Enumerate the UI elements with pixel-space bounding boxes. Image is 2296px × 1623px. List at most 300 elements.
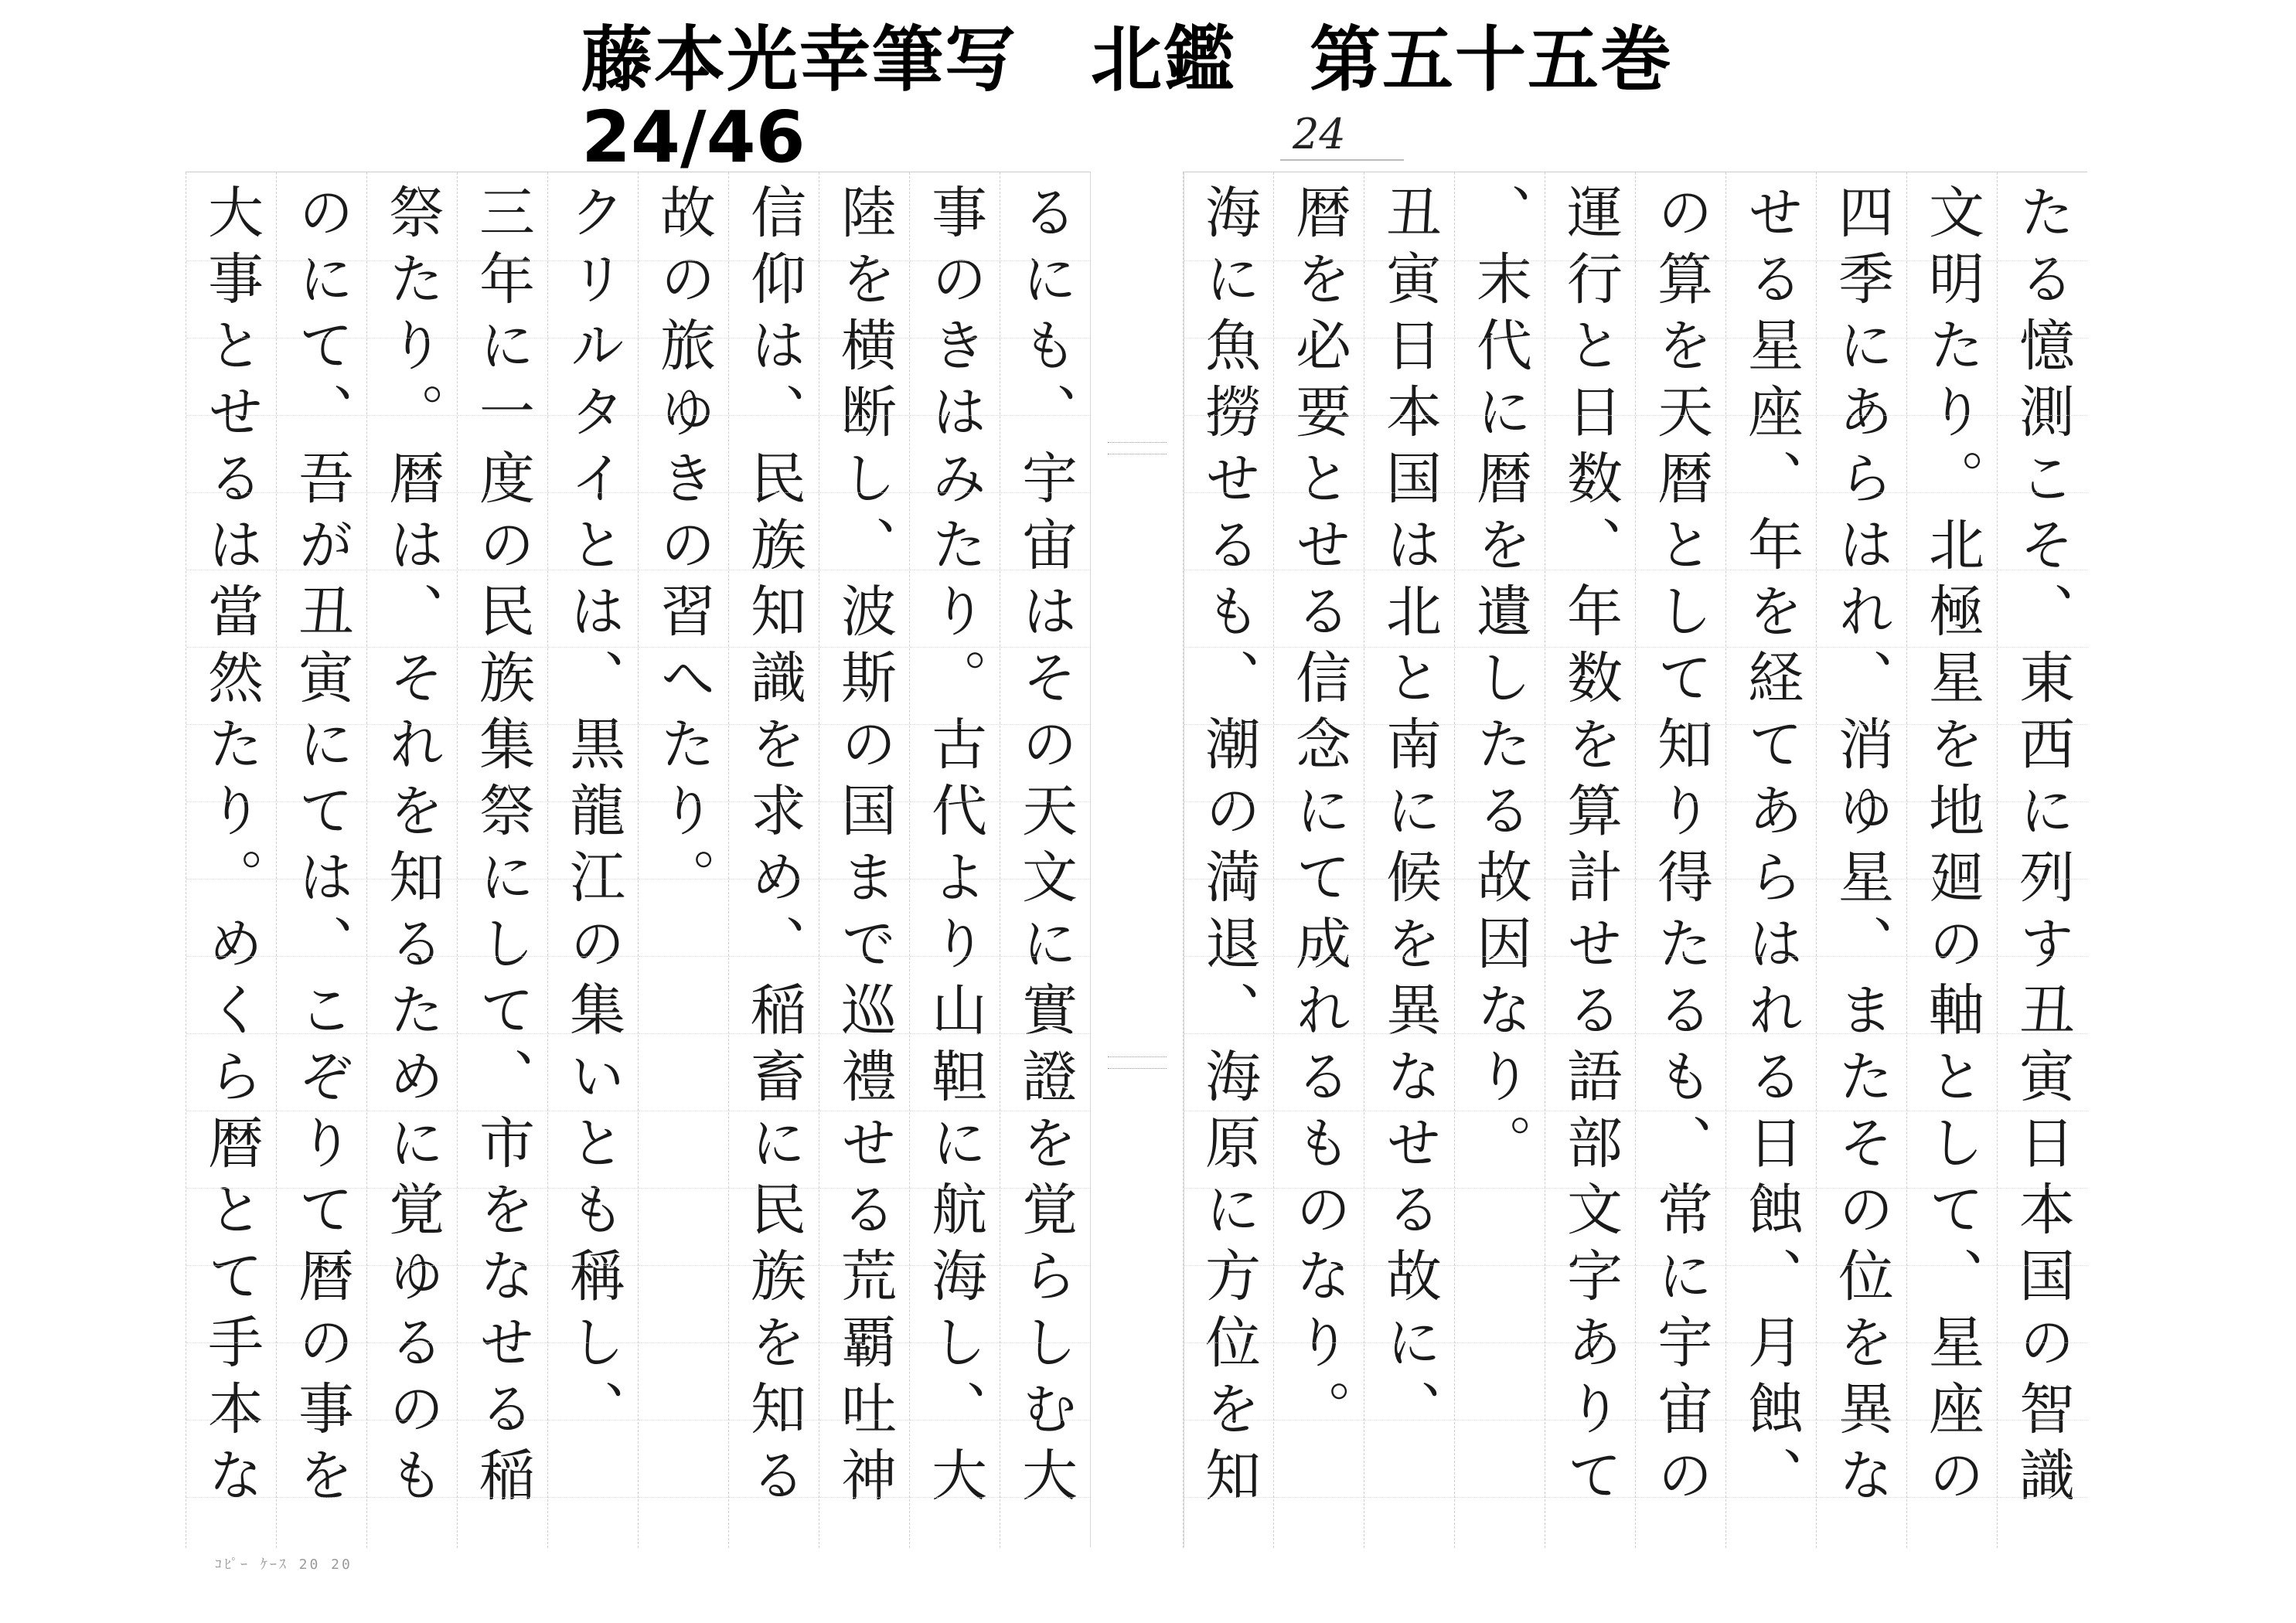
cell-rule [1998,801,2087,802]
cell-rule [1636,1265,1725,1266]
cell-rule [1274,647,1364,648]
cell-rule [1274,1188,1364,1189]
cell-rule [1274,1033,1364,1034]
cell-rule [1726,724,1816,725]
cell-rule [1817,879,1906,880]
cell-rule [277,492,366,493]
cell-rule [910,1188,1000,1189]
cell-rule [1545,724,1635,725]
cell-rule [1998,492,2087,493]
cell-rule [1817,1420,1906,1421]
cell-rule [1636,1033,1725,1034]
cell-rule [1184,415,1273,416]
cell-rule [729,1188,819,1189]
cell-rule [548,1342,638,1343]
cell-rule [1907,956,1997,957]
title-volume: 第五十五巻 [1310,19,1674,101]
cell-rule [186,1497,276,1498]
cell-rule [186,647,276,648]
cell-rule [1998,724,2087,725]
cell-rule [1184,724,1273,725]
cell-rule [1545,879,1635,880]
cell-rule [458,1188,547,1189]
cell-rule [729,338,819,339]
cell-rule [1545,1342,1635,1343]
cell-rule [910,1342,1000,1343]
cell-rule [639,1033,728,1034]
cell-rule [548,647,638,648]
manuscript-column [186,172,276,1548]
cell-rule [1998,260,2087,261]
manuscript-column [457,172,547,1548]
cell-rule [639,260,728,261]
page-number-underline [1280,159,1404,161]
cell-rule [367,879,457,880]
cell-rule [1636,338,1725,339]
cell-rule [729,1420,819,1421]
manuscript-column [1364,172,1454,1548]
cell-rule [1000,492,1090,493]
cell-rule [1455,956,1545,957]
cell-rule [277,879,366,880]
cell-rule [186,1033,276,1034]
cell-rule [819,724,909,725]
cell-rule [819,1188,909,1189]
cell-rule [1000,879,1090,880]
cell-rule [1726,415,1816,416]
cell-rule [1817,647,1906,648]
cell-rule [1000,1265,1090,1266]
cell-rule [1998,1265,2087,1266]
cell-rule [1998,1497,2087,1498]
cell-rule [1907,1188,1997,1189]
cell-rule [186,338,276,339]
cell-rule [1545,956,1635,957]
cell-rule [1817,415,1906,416]
cell-rule [910,1420,1000,1421]
manuscript-column [909,172,1000,1548]
cell-rule [729,1033,819,1034]
title-copyist: 藤本光幸筆写 [581,19,1018,101]
cell-rule [819,879,909,880]
cell-rule [1274,1265,1364,1266]
cell-rule [1545,1265,1635,1266]
cell-rule [729,879,819,880]
cell-rule [1364,1265,1454,1266]
cell-rule [1726,879,1816,880]
document-title [581,19,1674,101]
column-text: 祭たり。暦は、それを知るために覚ゆるのも [380,183,445,1512]
cell-rule [1907,1342,1997,1343]
cell-rule [1184,1265,1273,1266]
cell-rule [1000,338,1090,339]
cell-rule [1455,1342,1545,1343]
cell-rule [1907,492,1997,493]
cell-rule [1455,1033,1545,1034]
cell-rule [1184,647,1273,648]
cell-rule [1184,1497,1273,1498]
cell-rule [186,492,276,493]
binding-gutter [1090,172,1184,1547]
cell-rule [367,647,457,648]
cell-rule [548,338,638,339]
cell-rule [910,338,1000,339]
cell-rule [548,1188,638,1189]
cell-rule [458,879,547,880]
cell-rule [729,1342,819,1343]
page-counter: 24/46 [581,96,806,179]
cell-rule [1000,415,1090,416]
cell-rule [1636,647,1725,648]
cell-rule [639,338,728,339]
cell-rule [186,1342,276,1343]
column-text: 事のきはみたり。古代より山靼に航海し、大 [922,183,987,1512]
cell-rule [367,724,457,725]
cell-rule [819,1342,909,1343]
cell-rule [1817,1342,1906,1343]
cell-rule [819,1420,909,1421]
cell-rule [1636,1497,1725,1498]
cell-rule [458,1265,547,1266]
cell-rule [1726,956,1816,957]
cell-rule [1455,647,1545,648]
cell-rule [910,1033,1000,1034]
cell-rule [1184,1188,1273,1189]
cell-rule [1274,492,1364,493]
cell-rule [910,956,1000,957]
cell-rule [1000,260,1090,261]
column-text: 丑寅日本国は北と南に候を異なせる故に、 [1377,183,1442,1446]
manuscript-column [728,172,819,1548]
cell-rule [367,956,457,957]
manuscript-column [1273,172,1364,1548]
cell-rule [1817,1497,1906,1498]
column-text: るにも、宇宙はその天文に實證を覚らしむ大 [1013,183,1078,1512]
cell-rule [186,879,276,880]
cell-rule [1455,1497,1545,1498]
cell-rule [548,1265,638,1266]
cell-rule [1817,260,1906,261]
cell-rule [1364,956,1454,957]
cell-rule [1817,724,1906,725]
cell-rule [1726,1188,1816,1189]
cell-rule [186,1265,276,1266]
cell-rule [367,1188,457,1189]
cell-rule [1364,260,1454,261]
cell-rule [1636,1188,1725,1189]
column-text: 運行と日数、年数を算計せる語部文字ありて [1558,183,1623,1512]
manuscript-column [1906,172,1997,1548]
cell-rule [548,1420,638,1421]
cell-rule [277,1033,366,1034]
column-text: のにて、吾が丑寅にては、こぞりて暦の事を [289,183,354,1512]
manuscript-column [366,172,457,1548]
column-text: 文明たり。北極星を地廻の軸として、星座の [1920,183,1984,1512]
cell-rule [1184,1342,1273,1343]
cell-rule [1274,260,1364,261]
manuscript-column [1454,172,1545,1548]
column-text: 大事とせるは當然たり。めくら暦とて手本な [199,183,264,1512]
cell-rule [1274,879,1364,880]
cell-rule [1184,801,1273,802]
cell-rule [1726,1033,1816,1034]
cell-rule [1907,338,1997,339]
cell-rule [458,415,547,416]
cell-rule [1184,1033,1273,1034]
column-text: 四季にあらはれ、消ゆ星、またその位を異な [1829,183,1894,1512]
cell-rule [186,1420,276,1421]
cell-rule [458,1342,547,1343]
cell-rule [1817,956,1906,957]
cell-rule [910,724,1000,725]
column-text: 暦を必要とせる信念にて成れるものなり。 [1286,183,1351,1446]
cell-rule [1636,1420,1725,1421]
cell-rule [277,260,366,261]
cell-rule [1364,1188,1454,1189]
cell-rule [1998,956,2087,957]
cell-rule [1998,1033,2087,1034]
cell-rule [1455,1265,1545,1266]
manuscript-sheet [186,172,2087,1547]
cell-rule [819,338,909,339]
cell-rule [186,1188,276,1189]
cell-rule [1364,1420,1454,1421]
cell-rule [729,492,819,493]
column-text: 海に魚撈せるも、潮の満退、海原に方位を知 [1196,183,1261,1512]
cell-rule [1998,1342,2087,1343]
cell-rule [1274,1420,1364,1421]
cell-rule [910,415,1000,416]
column-text: 三年に一度の民族集祭にして、市をなせる稲 [470,183,535,1512]
cell-rule [1636,492,1725,493]
cell-rule [1274,801,1364,802]
cell-rule [639,1420,728,1421]
cell-rule [639,879,728,880]
manuscript-column [1725,172,1816,1548]
cell-rule [1907,801,1997,802]
cell-rule [367,415,457,416]
cell-rule [639,1265,728,1266]
cell-rule [458,260,547,261]
manuscript-column [819,172,909,1548]
cell-rule [458,1033,547,1034]
cell-rule [1455,1420,1545,1421]
cell-rule [277,1420,366,1421]
cell-rule [910,1265,1000,1266]
cell-rule [1817,1265,1906,1266]
cell-rule [819,801,909,802]
cell-rule [548,956,638,957]
column-text: の算を天暦として知り得たるも、常に宇宙の [1648,183,1713,1512]
cell-rule [1274,724,1364,725]
cell-rule [1907,1497,1997,1498]
cell-rule [1274,338,1364,339]
cell-rule [1455,415,1545,416]
cell-rule [186,724,276,725]
cell-rule [548,1033,638,1034]
cell-rule [1184,956,1273,957]
cell-rule [639,1497,728,1498]
manuscript-left-half [186,172,1090,1548]
cell-rule [1000,724,1090,725]
cell-rule [729,1497,819,1498]
copy-paper-stamp: ｺﾋﾟｰ ｹｰｽ 20 20 [215,1557,353,1573]
cell-rule [639,801,728,802]
cell-rule [1274,1497,1364,1498]
cell-rule [1545,260,1635,261]
cell-rule [1907,1265,1997,1266]
cell-rule [1545,647,1635,648]
cell-rule [1726,1497,1816,1498]
cell-rule [277,1342,366,1343]
column-text: 、末代に暦を遺したる故因なり。 [1467,183,1532,1180]
cell-rule [1364,879,1454,880]
cell-rule [639,1342,728,1343]
cell-rule [910,879,1000,880]
manuscript-column [1000,172,1090,1548]
cell-rule [819,1033,909,1034]
cell-rule [1184,1420,1273,1421]
cell-rule [1907,879,1997,880]
manuscript-column [1183,172,1273,1548]
cell-rule [1000,647,1090,648]
cell-rule [1636,415,1725,416]
cell-rule [1545,338,1635,339]
cell-rule [277,956,366,957]
cell-rule [458,956,547,957]
cell-rule [548,1497,638,1498]
cell-rule [458,1497,547,1498]
cell-rule [1000,801,1090,802]
cell-rule [1998,647,2087,648]
cell-rule [819,647,909,648]
manuscript-right-half [1183,172,2087,1548]
cell-rule [277,1497,366,1498]
cell-rule [1726,647,1816,648]
cell-rule [277,647,366,648]
handwritten-page-number: 24 [1293,110,1346,158]
cell-rule [1907,724,1997,725]
cell-rule [1817,492,1906,493]
cell-rule [548,724,638,725]
cell-rule [1817,801,1906,802]
cell-rule [910,647,1000,648]
cell-rule [1998,1188,2087,1189]
cell-rule [367,492,457,493]
cell-rule [1726,1420,1816,1421]
cell-rule [729,724,819,725]
cell-rule [1455,879,1545,880]
cell-rule [548,492,638,493]
cell-rule [367,1265,457,1266]
cell-rule [819,415,909,416]
manuscript-column [1545,172,1635,1548]
cell-rule [1000,1420,1090,1421]
cell-rule [1000,956,1090,957]
cell-rule [1184,260,1273,261]
cell-rule [458,647,547,648]
manuscript-column [1997,172,2087,1548]
cell-rule [1817,338,1906,339]
cell-rule [1636,801,1725,802]
cell-rule [1998,415,2087,416]
cell-rule [1000,1342,1090,1343]
manuscript-column [1635,172,1725,1548]
cell-rule [729,1265,819,1266]
cell-rule [1636,260,1725,261]
gutter-mark [1108,1056,1167,1069]
cell-rule [1726,492,1816,493]
cell-rule [1545,801,1635,802]
cell-rule [1455,1188,1545,1189]
column-text: たる憶測こそ、東西に列す丑寅日本国の智識 [2010,183,2075,1512]
cell-rule [1636,1342,1725,1343]
cell-rule [548,879,638,880]
cell-rule [819,1497,909,1498]
cell-rule [367,801,457,802]
cell-rule [1455,492,1545,493]
cell-rule [458,801,547,802]
cell-rule [639,492,728,493]
cell-rule [367,1497,457,1498]
cell-rule [1907,1420,1997,1421]
cell-rule [1364,647,1454,648]
cell-rule [1998,1420,2087,1421]
cell-rule [1907,1033,1997,1034]
cell-rule [458,492,547,493]
cell-rule [548,801,638,802]
cell-rule [186,801,276,802]
cell-rule [186,415,276,416]
title-work: 北鑑 [1091,19,1237,101]
manuscript-column [276,172,366,1548]
cell-rule [1726,260,1816,261]
cell-rule [277,415,366,416]
cell-rule [1907,260,1997,261]
cell-rule [639,1188,728,1189]
manuscript-column [1816,172,1906,1548]
cell-rule [819,956,909,957]
manuscript-column [638,172,728,1548]
cell-rule [1907,415,1997,416]
cell-rule [277,338,366,339]
cell-rule [367,1033,457,1034]
cell-rule [1184,492,1273,493]
cell-rule [1455,801,1545,802]
cell-rule [1817,1033,1906,1034]
cell-rule [1726,1342,1816,1343]
cell-rule [1184,879,1273,880]
cell-rule [1455,260,1545,261]
cell-rule [639,956,728,957]
cell-rule [729,801,819,802]
cell-rule [1364,492,1454,493]
cell-rule [1726,1265,1816,1266]
cell-rule [1998,879,2087,880]
cell-rule [1000,1497,1090,1498]
gutter-mark [1108,442,1167,454]
cell-rule [277,724,366,725]
column-text: せる星座、年を経てあらはれる日蝕、月蝕、 [1739,183,1804,1512]
cell-rule [186,260,276,261]
cell-rule [1364,1342,1454,1343]
cell-rule [1274,956,1364,957]
cell-rule [1364,1033,1454,1034]
cell-rule [277,1265,366,1266]
cell-rule [367,1420,457,1421]
cell-rule [1455,724,1545,725]
cell-rule [367,260,457,261]
